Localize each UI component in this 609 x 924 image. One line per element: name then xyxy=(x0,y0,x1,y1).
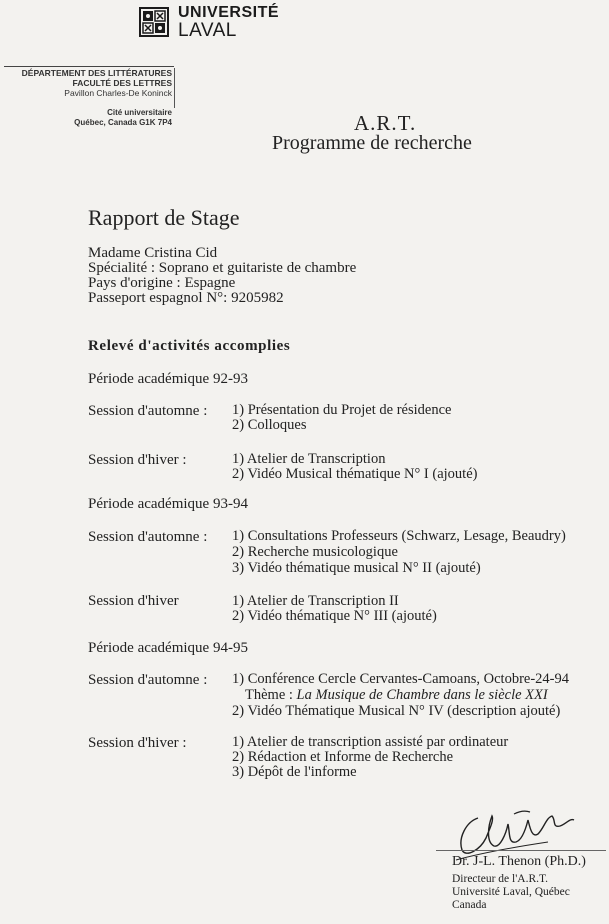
activity-item: 3) Dépôt de l'informe xyxy=(232,764,357,780)
signatory-institution: Université Laval, Québec xyxy=(452,886,570,898)
program-acronym: A.R.T. xyxy=(354,111,417,135)
address-line-1: Cité universitaire xyxy=(107,108,172,117)
activity-item: 1) Consultations Professeurs (Schwarz, Lesage, Beaudry) xyxy=(232,528,566,544)
session-label: Session d'automne : xyxy=(88,672,208,688)
activity-item: 1) Atelier de Transcription xyxy=(232,451,386,467)
divider xyxy=(174,68,175,108)
activity-item: 1) Atelier de Transcription II xyxy=(232,593,399,609)
address-line-2: Québec, Canada G1K 7P4 xyxy=(74,118,172,127)
building-name: Pavillon Charles-De Koninck xyxy=(64,88,172,98)
university-crest-icon xyxy=(139,7,169,37)
session-label: Session d'hiver : xyxy=(88,452,187,468)
logo-university: UNIVERSITÉ xyxy=(178,4,280,21)
activity-item: 3) Vidéo thématique musical N° II (ajouté) xyxy=(232,560,481,576)
period-label: Période académique 94-95 xyxy=(88,640,248,656)
theme-title: La Musique de Chambre dans le siècle XXI xyxy=(296,687,548,703)
period-label: Période académique 93-94 xyxy=(88,496,248,512)
activity-item: 1) Atelier de transcription assisté par ordinateur xyxy=(232,734,509,750)
department-name: DÉPARTEMENT DES LITTÉRATURES xyxy=(21,68,172,78)
signatory-country: Canada xyxy=(452,899,487,911)
activities-heading: Relevé d'activités accomplies xyxy=(88,338,291,354)
activity-item: 2) Vidéo thématique N° III (ajouté) xyxy=(232,608,437,624)
activity-item: 1) Présentation du Projet de résidence xyxy=(232,402,452,418)
session-label: Session d'automne : xyxy=(88,529,208,545)
activity-item: 1) Conférence Cercle Cervantes-Camoans, Octobre-24-94 xyxy=(232,671,569,687)
theme-prefix: Thème : xyxy=(245,687,297,703)
signature-line xyxy=(436,850,606,851)
session-label: Session d'automne : xyxy=(88,403,208,419)
faculty-name: FACULTÉ DES LETTRES xyxy=(72,78,172,88)
session-label: Session d'hiver xyxy=(88,593,179,609)
activity-theme xyxy=(245,687,548,704)
intern-specialty: Spécialité : Soprano et guitariste de chambre xyxy=(88,260,357,276)
activity-item: 2) Vidéo Thématique Musical N° IV (description ajouté) xyxy=(232,703,561,719)
signatory-name: Dr. J-L. Thenon (Ph.D.) xyxy=(452,854,586,869)
logo-laval: LAVAL xyxy=(178,20,237,41)
activity-item: 2) Rédaction et Informe de Recherche xyxy=(232,749,454,765)
intern-passport: Passeport espagnol N°: 9205982 xyxy=(88,290,284,306)
period-label: Période académique 92-93 xyxy=(88,371,248,387)
activity-item: 2) Recherche musicologique xyxy=(232,544,398,560)
divider xyxy=(4,66,174,67)
program-title: Programme de recherche xyxy=(272,132,472,154)
handwritten-signature-icon xyxy=(448,798,588,862)
report-title: Rapport de Stage xyxy=(88,205,240,230)
intern-name: Madame Cristina Cid xyxy=(88,245,218,261)
intern-country: Pays d'origine : Espagne xyxy=(88,275,236,291)
activity-item: 2) Colloques xyxy=(232,417,307,433)
session-label: Session d'hiver : xyxy=(88,735,187,751)
signatory-title: Directeur de l'A.R.T. xyxy=(452,873,549,885)
activity-item: 2) Vidéo Musical thématique N° I (ajouté) xyxy=(232,466,478,482)
